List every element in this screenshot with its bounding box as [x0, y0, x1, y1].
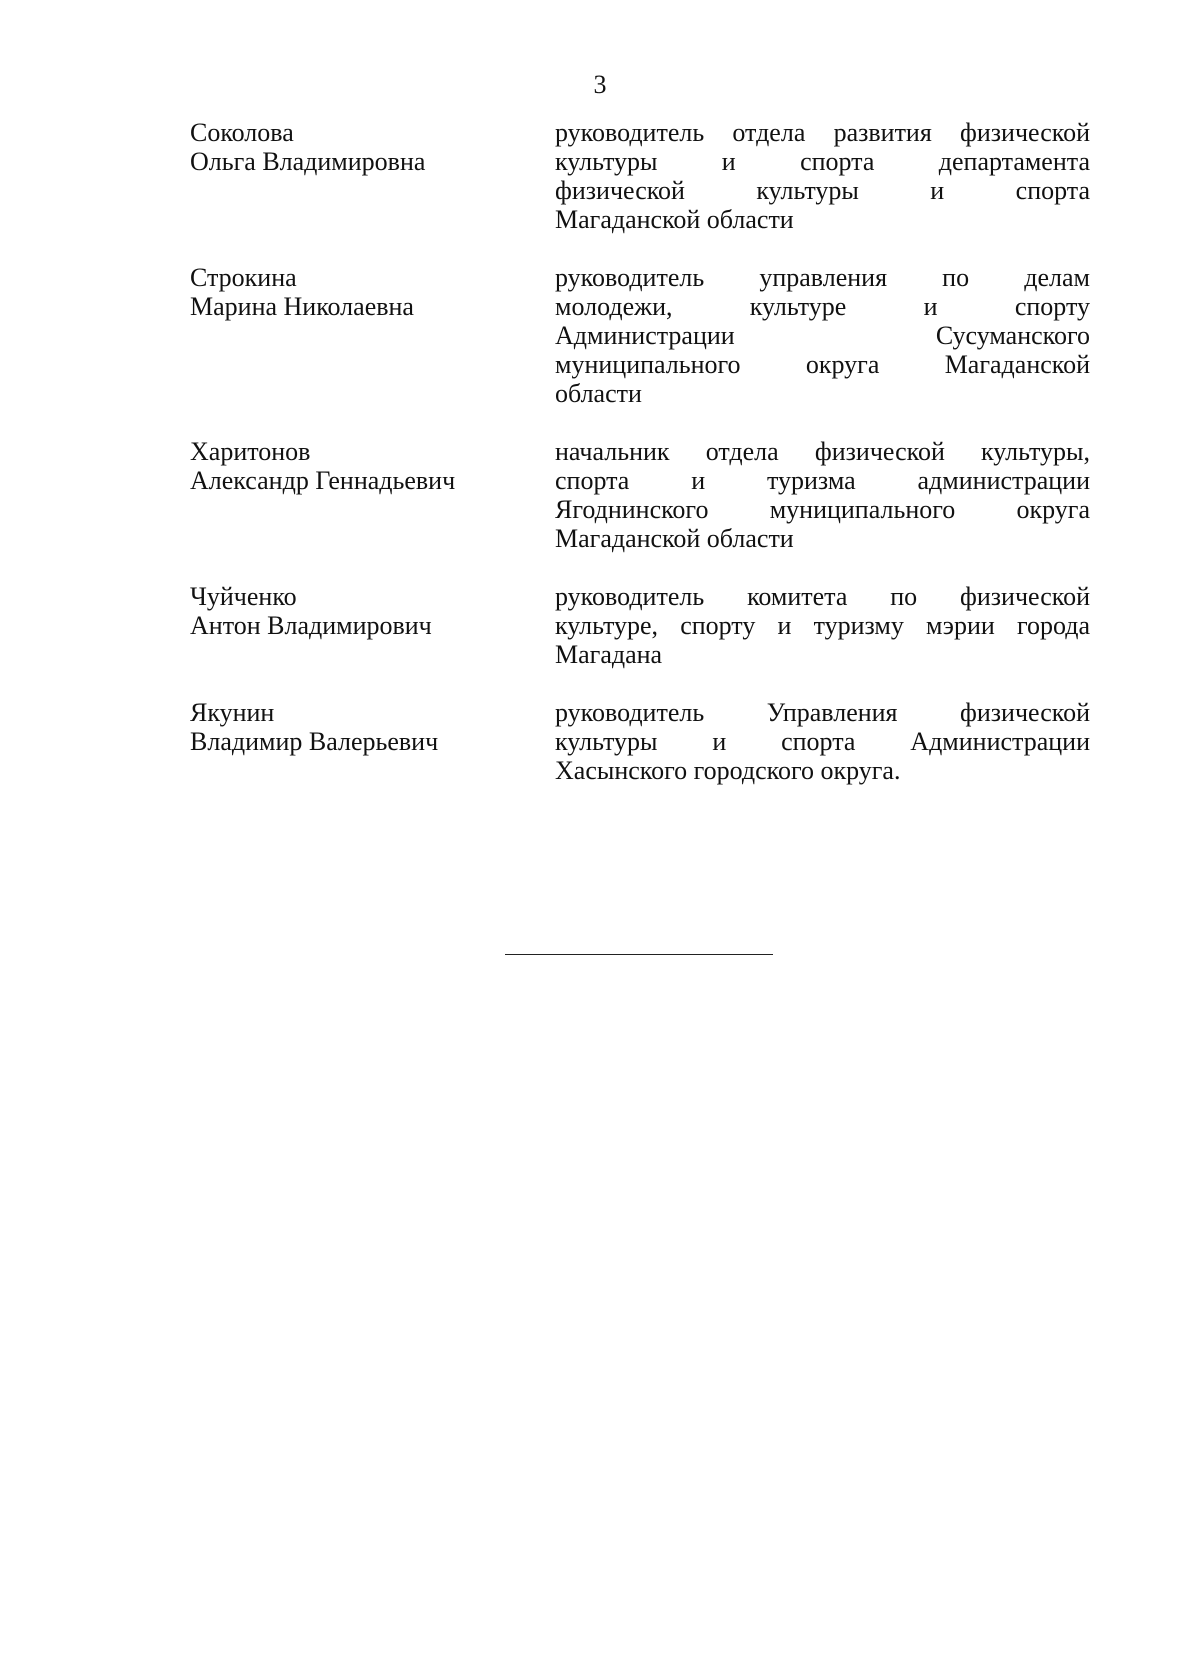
end-of-list-divider: [505, 954, 773, 955]
position-line: Администрации Сусуманского: [555, 321, 1090, 350]
position-line: Магадана: [555, 640, 663, 669]
position-line: руководитель комитета по физической: [555, 582, 1090, 611]
position-line: культуре, спорту и туризму мэрии города: [555, 611, 1090, 640]
list-item: [190, 437, 1090, 553]
member-name: [190, 263, 555, 408]
member-given-names: Марина Николаевна: [190, 292, 414, 321]
member-position: [555, 698, 1090, 785]
member-given-names: Владимир Валерьевич: [190, 727, 439, 756]
position-line: начальник отдела физической культуры,: [555, 437, 1090, 466]
member-given-names: Ольга Владимировна: [190, 147, 426, 176]
position-line: муниципального округа Магаданской: [555, 350, 1090, 379]
position-line: физической культуры и спорта: [555, 176, 1090, 205]
position-line: Хасынского городского округа.: [555, 756, 901, 785]
member-surname: Харитонов: [190, 437, 311, 466]
position-line: Ягоднинского муниципального округа: [555, 495, 1090, 524]
member-list: [190, 118, 1090, 814]
position-line: спорта и туризма администрации: [555, 466, 1090, 495]
member-name: [190, 118, 555, 234]
position-line: молодежи, культуре и спорту: [555, 292, 1090, 321]
list-item: [190, 582, 1090, 669]
position-line: руководитель Управления физической: [555, 698, 1090, 727]
position-line: руководитель управления по делам: [555, 263, 1090, 292]
member-name: [190, 698, 555, 785]
member-surname: Якунин: [190, 698, 275, 727]
member-surname: Строкина: [190, 263, 297, 292]
list-item: [190, 118, 1090, 234]
position-line: руководитель отдела развития физической: [555, 118, 1090, 147]
member-name: [190, 437, 555, 553]
member-position: [555, 437, 1090, 553]
member-position: [555, 118, 1090, 234]
position-line: области: [555, 379, 642, 408]
member-given-names: Антон Владимирович: [190, 611, 432, 640]
list-item: [190, 698, 1090, 785]
position-line: Магаданской области: [555, 524, 794, 553]
page-number: 3: [593, 70, 607, 99]
position-line: Магаданской области: [555, 205, 794, 234]
member-position: [555, 582, 1090, 669]
member-name: [190, 582, 555, 669]
member-given-names: Александр Геннадьевич: [190, 466, 456, 495]
list-item: [190, 263, 1090, 408]
position-line: культуры и спорта Администрации: [555, 727, 1090, 756]
position-line: культуры и спорта департамента: [555, 147, 1090, 176]
member-position: [555, 263, 1090, 408]
member-surname: Соколова: [190, 118, 294, 147]
member-surname: Чуйченко: [190, 582, 297, 611]
